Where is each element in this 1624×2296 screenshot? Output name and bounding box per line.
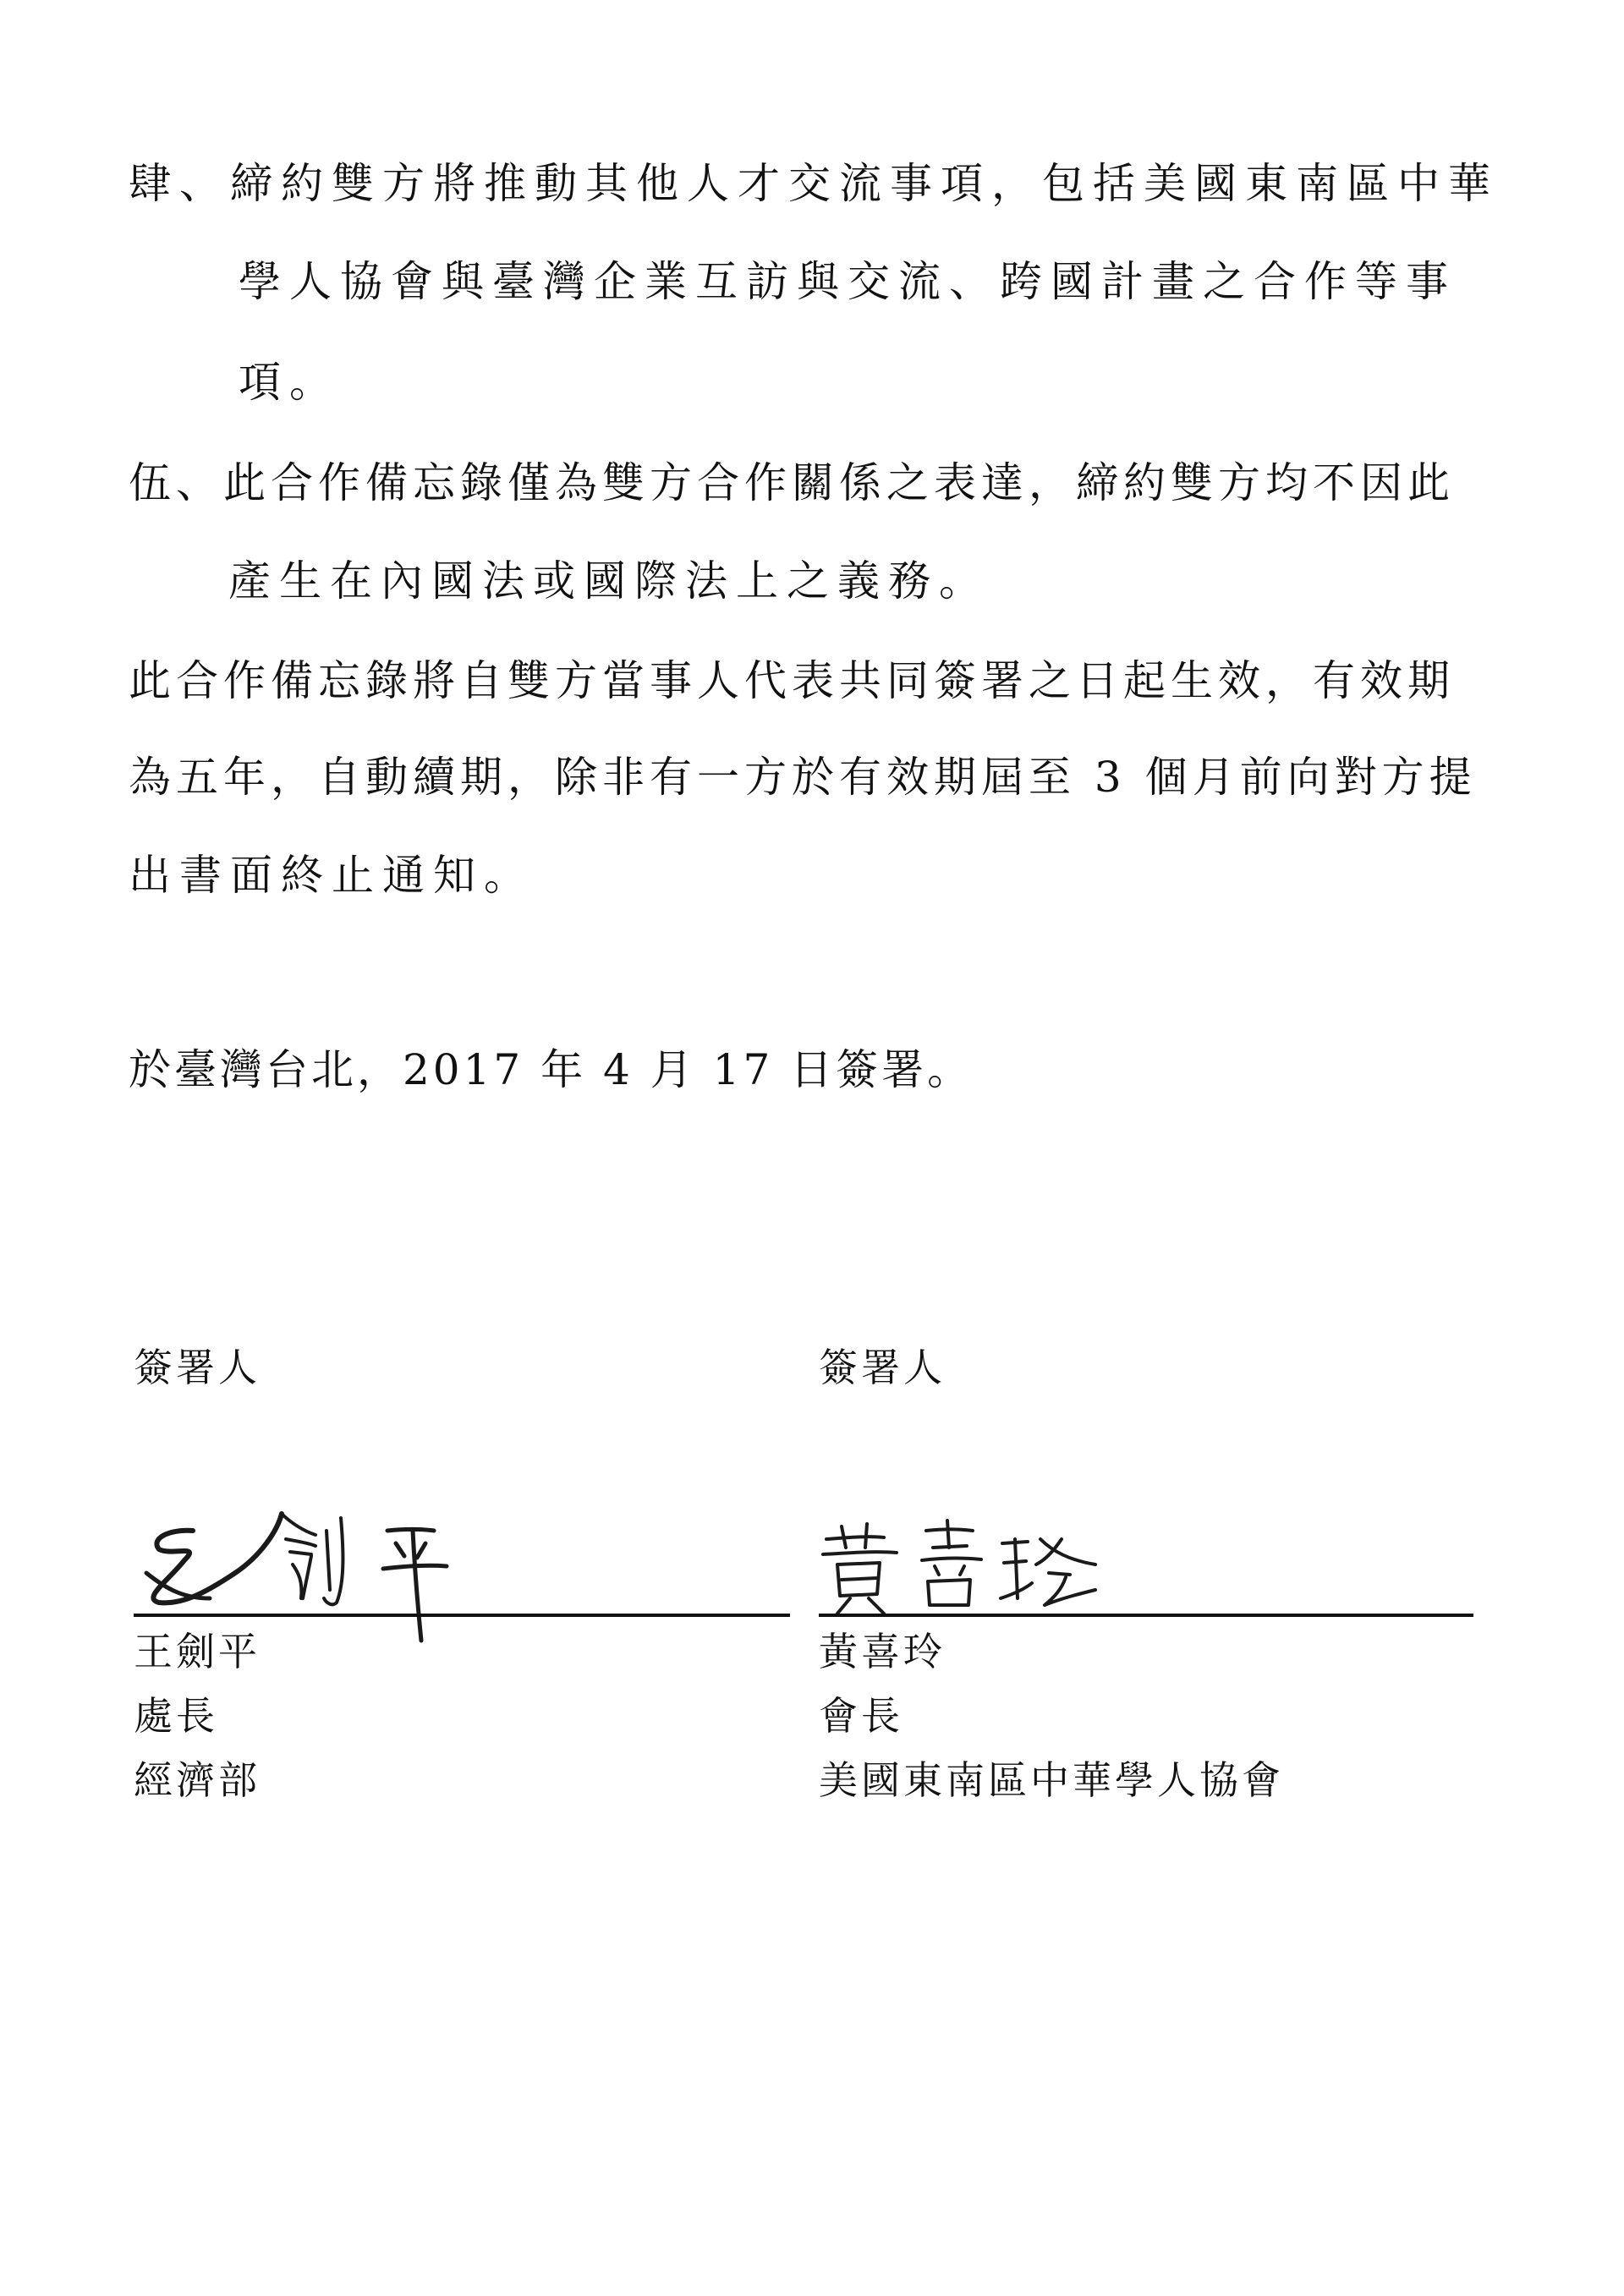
signatory-2-signature-image [816, 1514, 1104, 1624]
clause-4-text-line-1: 締約雙方將推動其他人才交流事項，包括美國東南區中華 [230, 159, 1499, 208]
signatory-1-label: 簽署人 [134, 1345, 261, 1390]
signatory-1-title: 處長 [134, 1693, 218, 1739]
clause-4-line-1 [129, 159, 1499, 208]
signatory-2-title: 會長 [819, 1693, 903, 1739]
signatory-1-name: 王劍平 [134, 1629, 261, 1674]
signatory-2-name: 黃喜玲 [819, 1629, 946, 1674]
signatory-2-organization: 美國東南區中華學人協會 [819, 1757, 1284, 1803]
clause-5-text-line-2: 產生在內國法或國際法上之義務。 [228, 556, 990, 606]
signatory-2-signature-line [819, 1614, 1473, 1617]
signatory-1-signature-line [134, 1614, 790, 1617]
validity-line-1: 此合作備忘錄將自雙方當事人代表共同簽署之日起生效，有效期 [129, 656, 1455, 705]
clause-5-text-line-1: 此合作備忘錄僅為雙方合作關係之表達，締約雙方均不因此 [223, 458, 1455, 507]
validity-line-3: 出書面終止通知。 [129, 851, 535, 900]
clause-5-line-1 [129, 458, 1455, 507]
clause-4-number: 肆、 [129, 159, 230, 208]
signing-statement: 於臺灣台北，2017 年 4 月 17 日簽署。 [129, 1045, 974, 1094]
signatory-2-label: 簽署人 [819, 1345, 946, 1390]
signatory-1-organization: 經濟部 [134, 1757, 261, 1803]
validity-line-2: 為五年，自動續期，除非有一方於有效期屆至 3 個月前向對方提 [129, 753, 1477, 802]
clause-4-text-line-3: 項。 [239, 358, 340, 407]
clause-5-number: 伍、 [129, 458, 223, 507]
signatory-1-signature-image [134, 1497, 489, 1649]
clause-4-text-line-2: 學人協會與臺灣企業互訪與交流、跨國計畫之合作等事 [239, 257, 1457, 306]
